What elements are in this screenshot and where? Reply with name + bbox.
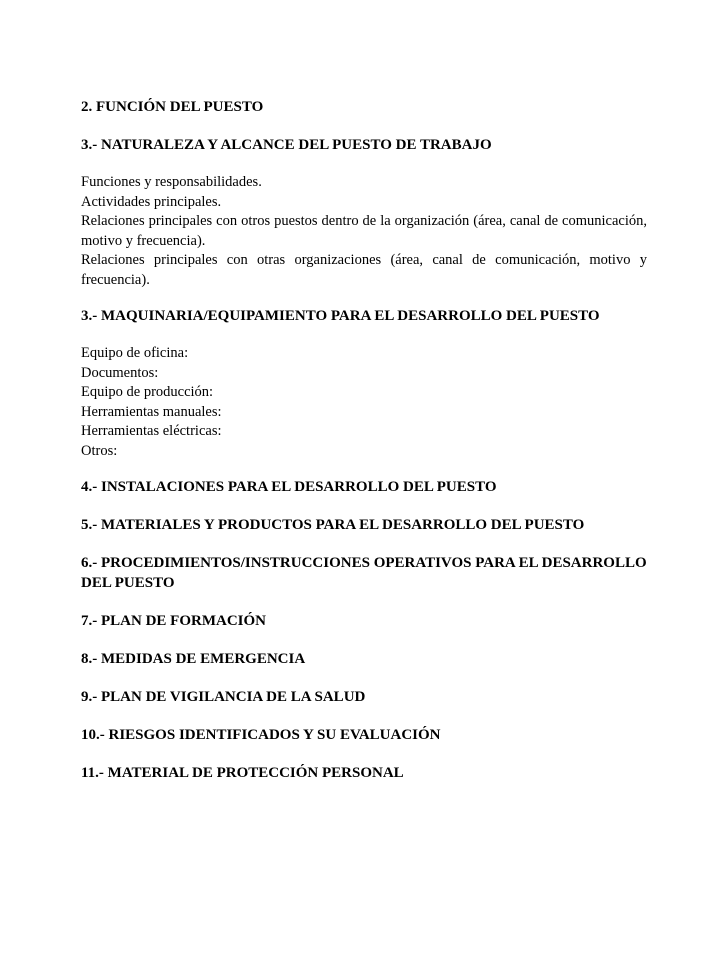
list-item: Otros: <box>81 442 118 459</box>
list-item: Equipo de oficina: <box>81 345 189 361</box>
section-heading-naturaleza: 3.- NATURALEZA Y ALCANCE DEL PUESTO DE TRABAJO <box>81 137 492 153</box>
section-heading-proteccion: 11.- MATERIAL DE PROTECCIÓN PERSONAL <box>81 765 404 781</box>
section-heading-riesgos: 10.- RIESGOS IDENTIFICADOS Y SU EVALUACIÓN <box>81 727 441 743</box>
list-item: Herramientas manuales: <box>81 403 222 420</box>
section-heading-funcion: 2. FUNCIÓN DEL PUESTO <box>81 99 264 115</box>
list-item: Relaciones principales con otras organizaciones (área, canal de comunicación, motivo y frecuencia). <box>81 252 647 288</box>
list-item: Actividades principales. <box>81 193 222 210</box>
section-heading-procedimientos: 6.- PROCEDIMIENTOS/INSTRUCCIONES OPERATIVOS PARA EL DESARROLLO DEL PUESTO <box>81 555 647 591</box>
list-item: Funciones y responsabilidades. <box>81 174 262 190</box>
section-heading-vigilancia: 9.- PLAN DE VIGILANCIA DE LA SALUD <box>81 689 366 705</box>
section-heading-instalaciones: 4.- INSTALACIONES PARA EL DESARROLLO DEL PUESTO <box>81 479 497 495</box>
list-item: Herramientas eléctricas: <box>81 423 222 439</box>
list-item: Relaciones principales con otros puestos dentro de la organización (área, canal de comunicación, motivo y frecuencia). <box>81 213 647 249</box>
section-heading-formacion: 7.- PLAN DE FORMACIÓN <box>81 613 266 629</box>
section-heading-maquinaria: 3.- MAQUINARIA/EQUIPAMIENTO PARA EL DESARROLLO DEL PUESTO <box>81 308 600 324</box>
section-heading-materiales: 5.- MATERIALES Y PRODUCTOS PARA EL DESARROLLO DEL PUESTO <box>81 517 585 533</box>
document-page <box>81 97 647 783</box>
section-heading-emergencia: 8.- MEDIDAS DE EMERGENCIA <box>81 651 306 667</box>
list-item: Documentos: <box>81 364 159 381</box>
list-item: Equipo de producción: <box>81 384 214 400</box>
